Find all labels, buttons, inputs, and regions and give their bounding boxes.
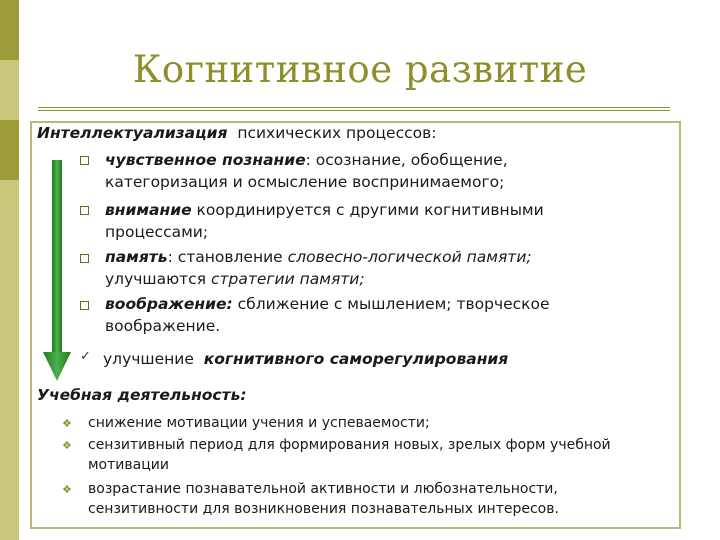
self-regulation-line: улучшение когнитивного саморегулирования	[103, 350, 509, 368]
study-item-line: мотивации	[88, 457, 169, 473]
study-item-line: сензитивный период для формирования новых, зрелых форм учебной	[88, 437, 611, 453]
intellect-item-line: воображение: сближение с мышлением; творческое	[105, 295, 550, 313]
study-item-line: сензитивности для возникновения познавательных интересов.	[88, 501, 559, 517]
down-arrow-icon	[42, 160, 72, 382]
side-strip-block	[0, 120, 19, 180]
intellect-item-line: память: становление словесно-логической памяти;	[105, 248, 532, 266]
side-strip-block	[0, 180, 19, 540]
intellect-item-line: чувственное познание: осознание, обобщение,	[105, 151, 508, 169]
side-strip-block	[0, 0, 19, 60]
square-bullet-icon	[80, 156, 89, 165]
side-strip-block	[0, 60, 19, 120]
intellect-item-line: улучшаются стратегии памяти;	[105, 270, 365, 288]
intellect-item-line: внимание координируется с другими когнитивными	[105, 201, 544, 219]
intellect-heading: Интеллектуализация психических процессов:	[37, 124, 437, 142]
diamond-bullet-icon: ❖	[62, 439, 72, 452]
intellect-item-line: воображение.	[105, 317, 221, 335]
intellect-item-line: процессами;	[105, 223, 209, 241]
diamond-bullet-icon: ❖	[62, 417, 72, 430]
study-item-line: возрастание познавательной активности и любознательности,	[88, 481, 558, 497]
square-bullet-icon	[80, 206, 89, 215]
intellect-item-line: категоризация и осмысление воспринимаемого;	[105, 173, 505, 191]
study-heading: Учебная деятельность:	[37, 386, 247, 404]
slide-title: Когнитивное развитие	[132, 48, 588, 91]
diamond-bullet-icon: ❖	[62, 483, 72, 496]
check-icon: ✓	[80, 349, 91, 364]
square-bullet-icon	[80, 301, 89, 310]
study-item-line: снижение мотивации учения и успеваемости;	[88, 415, 430, 431]
square-bullet-icon	[80, 254, 89, 263]
title-divider	[38, 107, 670, 111]
